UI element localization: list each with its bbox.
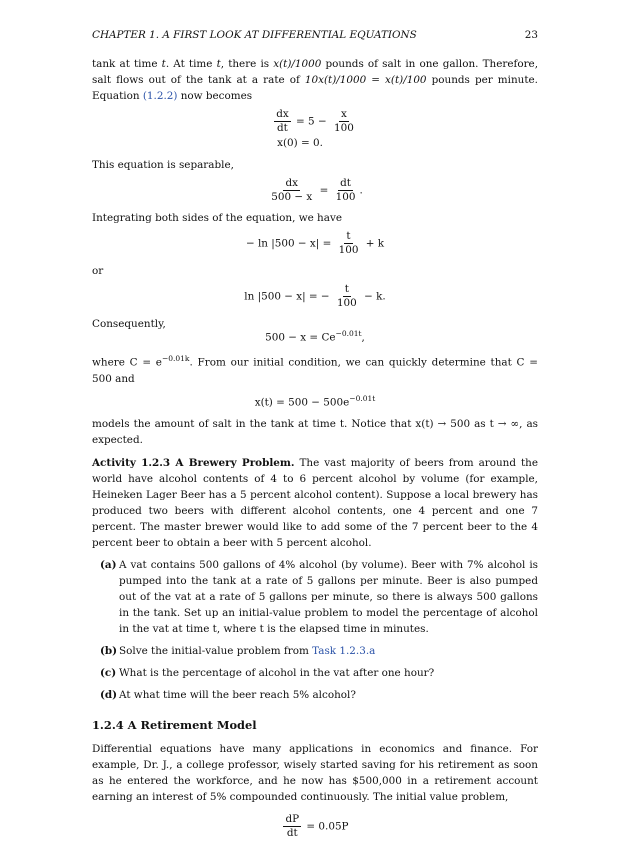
eq4-den: 100 <box>336 297 357 309</box>
eq3-lhs: − ln |500 − x| = <box>245 237 332 250</box>
models-text: models the amount of salt in the tank at time t. Notice that x(t) → 500 as t → ∞, as expected. <box>92 418 538 447</box>
task-reference-link[interactable]: Task 1.2.3.a <box>312 645 376 658</box>
activity-text: The vast majority of beers from around the world have alcohol contents of 4 to 6 percent alcohol by volume (for example, Heineken Lager Beer has a 5 percent alcohol content). Suppose a local brewery has produced two beers with different alcohol contents, one 4 percent and one 7 percent. The master brewer would like to add some of the 7 percent beer to the 4 percent beer to obtain a beer with 5 percent alcohol. <box>92 457 538 550</box>
consequently-text: Consequently, <box>92 318 166 330</box>
equation-retirement <box>92 813 538 840</box>
intro-var-t1: t <box>161 58 166 70</box>
separable-text: This equation is separable, <box>92 159 234 171</box>
task-label-d: (d) <box>100 689 118 702</box>
activity-title: Activity 1.2.3 A Brewery Problem. <box>92 457 295 470</box>
section-heading: 1.2.4 A Retirement Model <box>92 718 257 733</box>
task-label-b: (b) <box>100 645 118 658</box>
page <box>92 27 538 846</box>
eq1-lhs-num: dx <box>276 108 289 120</box>
eq2-equals: = <box>319 184 329 197</box>
eq3-rhs: + k <box>365 237 385 250</box>
intro-var-t2: t <box>216 58 221 70</box>
equation-log <box>92 283 538 310</box>
intro-text-2: . At time <box>165 58 217 70</box>
page-number: 23 <box>524 29 538 41</box>
task-item-b <box>92 643 538 659</box>
running-header <box>92 27 538 43</box>
eq5-base: 500 − x = Ce <box>265 331 336 344</box>
task-item-d <box>92 687 538 703</box>
equation-integrated <box>92 230 538 257</box>
chapter-title: CHAPTER 1. A FIRST LOOK AT DIFFERENTIAL EQUATIONS <box>92 29 417 41</box>
task-label-a: (a) <box>100 559 117 572</box>
equation-ivp <box>92 108 538 151</box>
intro-concentration: x(t)/1000 <box>273 58 322 70</box>
task-text-c: What is the percentage of alcohol in the vat after one hour? <box>119 667 435 680</box>
eq6-exponent: −0.01t <box>349 393 376 403</box>
task-item-c <box>92 665 538 681</box>
eq1-lhs-den: dt <box>277 122 288 134</box>
integrating-text: Integrating both sides of the equation, we have <box>92 212 342 224</box>
eq2-lhs-num: dx <box>285 177 298 189</box>
eq5-exponent: −0.01t <box>335 329 362 338</box>
task-text-b: Solve the initial-value problem from <box>119 645 313 658</box>
intro-text-4: pounds of salt in one gallon. Therefore, salt flows out of the tank at a rate of <box>92 58 538 86</box>
eq2-end: . <box>359 184 363 197</box>
where-text-2: . From our initial condition, we can quickly determine that C = 500 and <box>92 356 538 385</box>
eq1-rhs-den: 100 <box>333 122 354 134</box>
intro-paragraph <box>92 56 538 104</box>
equation-separated <box>92 177 538 204</box>
eq7-rhs: = 0.05P <box>306 820 349 833</box>
intro-rate: 10x(t)/1000 = x(t)/100 <box>304 74 427 86</box>
equation-solution <box>92 391 538 410</box>
section-text: Differential equations have many applications in economics and finance. For example, Dr. J., a college professor, wisely started saving for his retirement as soon as he entered the workforce, and he now has $500,000 in a retirement account earning an interest of 5% compounded continuously. The initial value problem, <box>92 743 538 804</box>
eq1-rhs-num: x <box>340 108 347 120</box>
eq6-base: x(t) = 500 − 500e <box>254 396 350 409</box>
eq7-num: dP <box>285 813 300 826</box>
eq2-rhs-den: 100 <box>335 191 356 203</box>
eq3-den: 100 <box>338 244 359 256</box>
intro-text-1: tank at time <box>92 58 162 70</box>
intro-text-6: now becomes <box>177 90 253 102</box>
activity-paragraph <box>92 455 538 551</box>
or-text: or <box>92 265 104 277</box>
equation-reference-link[interactable]: (1.2.2) <box>142 90 178 102</box>
eq4-rhs: − k. <box>364 290 386 303</box>
task-label-c: (c) <box>100 667 117 680</box>
where-paragraph <box>92 351 538 386</box>
eq1-initial-condition: x(0) = 0. <box>277 137 323 149</box>
eq2-lhs-den: 500 − x <box>271 191 313 203</box>
intro-text-5: pounds per minute. Equation <box>92 74 538 102</box>
task-list <box>92 557 538 703</box>
eq4-num: t <box>344 283 349 295</box>
intro-text-3: , there is <box>220 58 274 70</box>
task-text-a: A vat contains 500 gallons of 4% alcohol (by volume). Beer with 7% alcohol is pumped into the tank at a rate of 5 gallons per minute. Beer is also pumped out of the vat at a rate of 5 gallons per minute, so there is always 500 gallons in the tank. Set up an initial-value problem to model the percentage of alcohol in the vat at time t, where t is the elapsed time in minutes. <box>119 559 538 636</box>
eq5-end: , <box>361 331 365 344</box>
where-text-1: where C = e <box>92 356 162 369</box>
task-item-a <box>92 557 538 637</box>
where-exponent: −0.01k <box>161 354 190 364</box>
eq4-lhs: ln |500 − x| = − <box>244 290 330 303</box>
eq7-den: dt <box>286 827 298 840</box>
eq3-num: t <box>346 230 351 242</box>
eq2-rhs-num: dt <box>340 177 351 189</box>
eq1-mid: = 5 − <box>296 115 327 128</box>
task-text-d: At what time will the beer reach 5% alcohol? <box>119 689 356 702</box>
